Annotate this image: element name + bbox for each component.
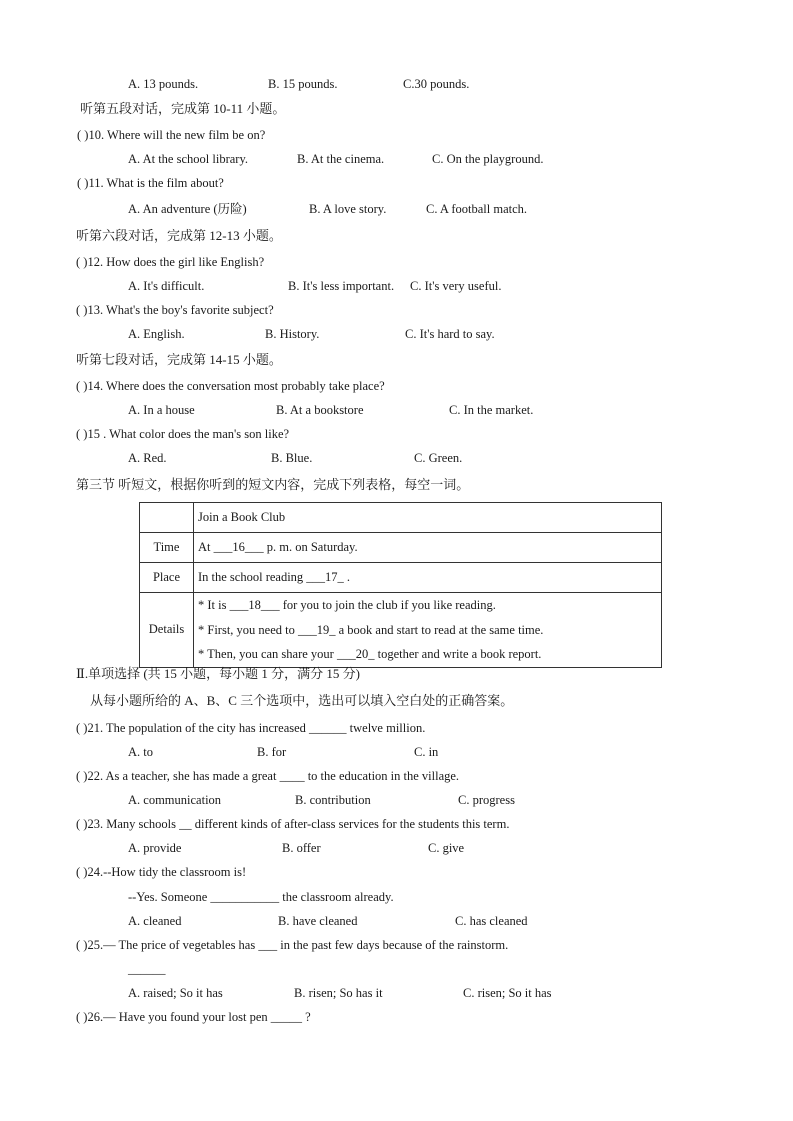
q25-option-c: C. risen; So it has xyxy=(463,986,552,1000)
question-25: ( )25.— The price of vegetables has ___ in the past few days because of the rainstorm. xyxy=(76,938,509,952)
question-10: ( )10. Where will the new film be on? xyxy=(77,128,266,142)
question-22: ( )22. As a teacher, she has made a great ____ to the education in the village. xyxy=(76,769,460,783)
book-club-table xyxy=(139,502,662,668)
detail-line: * Then, you can share your ___20_ together and write a book report. xyxy=(198,647,542,661)
question-26: ( )26.— Have you found your lost pen _____ ? xyxy=(76,1010,311,1024)
time-label: Time xyxy=(140,533,194,563)
table-title: Join a Book Club xyxy=(194,503,662,533)
details-label: Details xyxy=(140,593,194,668)
question-14: ( )14. Where does the conversation most probably take place? xyxy=(76,379,385,393)
q23-option-a: A. provide xyxy=(128,841,182,855)
q9-option-b: B. 15 pounds. xyxy=(268,77,338,91)
q11-option-b: B. A love story. xyxy=(309,202,387,216)
question-11: ( )11. What is the film about? xyxy=(77,176,224,190)
q13-option-a: A. English. xyxy=(128,327,185,341)
place-value: In the school reading ___17_ . xyxy=(194,563,662,593)
q14-option-c: C. In the market. xyxy=(449,403,534,417)
q24-option-c: C. has cleaned xyxy=(455,914,528,928)
section-6-heading: 听第六段对话，完成第 12-13 小题。 xyxy=(76,228,282,243)
section-7-heading: 听第七段对话，完成第 14-15 小题。 xyxy=(76,352,282,367)
q23-option-c: C. give xyxy=(428,841,465,855)
q15-option-c: C. Green. xyxy=(414,451,463,465)
q24-option-b: B. have cleaned xyxy=(278,914,358,928)
part-3-heading: 第三节 听短文，根据你听到的短文内容，完成下列表格，每空一词。 xyxy=(76,477,470,492)
section-5-heading: 听第五段对话，完成第 10-11 小题。 xyxy=(80,101,286,116)
question-24: ( )24.--How tidy the classroom is! xyxy=(76,865,247,879)
q22-option-a: A. communication xyxy=(128,793,222,807)
table-row-title xyxy=(140,503,662,533)
question-15: ( )15 . What color does the man's son like? xyxy=(76,427,290,441)
q21-option-c: C. in xyxy=(414,745,439,759)
q13-option-b: B. History. xyxy=(265,327,320,341)
q12-option-b: B. It's less important. xyxy=(288,279,395,293)
q9-option-a: A. 13 pounds. xyxy=(128,77,199,91)
q9-option-c: C.30 pounds. xyxy=(403,77,470,91)
question-13: ( )13. What's the boy's favorite subject? xyxy=(76,303,274,317)
q13-option-c: C. It's hard to say. xyxy=(405,327,495,341)
q12-option-a: A. It's difficult. xyxy=(128,279,205,293)
q10-option-a: A. At the school library. xyxy=(128,152,249,166)
table-row-place xyxy=(140,563,662,593)
q22-option-b: B. contribution xyxy=(295,793,371,807)
question-23: ( )23. Many schools __ different kinds of after-class services for the students this term. xyxy=(76,817,510,831)
table-row-details xyxy=(140,593,662,668)
q10-option-c: C. On the playground. xyxy=(432,152,544,166)
q11-option-a: A. An adventure (历险) xyxy=(128,202,247,216)
q14-option-b: B. At a bookstore xyxy=(276,403,364,417)
section-2-heading: Ⅱ.单项选择 (共 15 小题，每小题 1 分，满分 15 分) xyxy=(76,666,360,681)
question-12: ( )12. How does the girl like English? xyxy=(76,255,265,269)
q24-response: --Yes. Someone ___________ the classroom already. xyxy=(128,890,394,904)
q23-option-b: B. offer xyxy=(282,841,321,855)
table-row-time xyxy=(140,533,662,563)
q25-option-a: A. raised; So it has xyxy=(128,986,223,1000)
place-label: Place xyxy=(140,563,194,593)
detail-line: * It is ___18___ for you to join the club if you like reading. xyxy=(198,598,496,612)
q21-option-a: A. to xyxy=(128,745,153,759)
section-2-instruction: 从每小题所给的 A、B、C 三个选项中，选出可以填入空白处的正确答案。 xyxy=(90,693,514,708)
q25-option-b: B. risen; So has it xyxy=(294,986,383,1000)
q12-option-c: C. It's very useful. xyxy=(410,279,502,293)
q24-option-a: A. cleaned xyxy=(128,914,182,928)
q14-option-a: A. In a house xyxy=(128,403,195,417)
q21-option-b: B. for xyxy=(257,745,287,759)
details-cell xyxy=(194,593,662,668)
q10-option-b: B. At the cinema. xyxy=(297,152,385,166)
q11-option-c: C. A football match. xyxy=(426,202,528,216)
q15-option-a: A. Red. xyxy=(128,451,167,465)
table-empty-cell xyxy=(140,503,194,533)
q15-option-b: B. Blue. xyxy=(271,451,313,465)
detail-line: * First, you need to ___19_ a book and start to read at the same time. xyxy=(198,622,544,637)
q25-response-blank: ______ xyxy=(128,962,166,976)
q22-option-c: C. progress xyxy=(458,793,515,807)
time-value: At ___16___ p. m. on Saturday. xyxy=(194,533,662,563)
question-21: ( )21. The population of the city has increased ______ twelve million. xyxy=(76,721,426,735)
